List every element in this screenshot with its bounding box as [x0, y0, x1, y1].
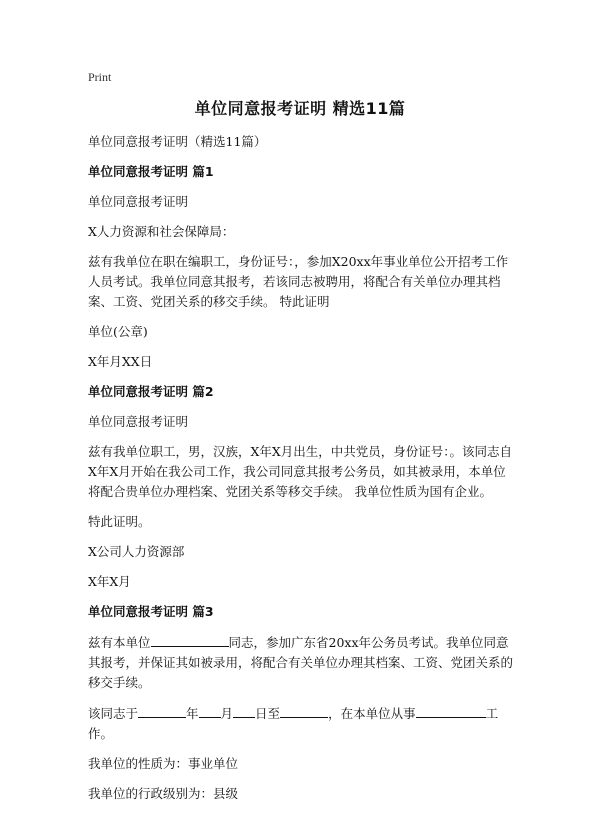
text-fragment: 月	[220, 706, 234, 721]
closing-line: 特此证明。	[88, 514, 151, 529]
text-fragment: 年	[186, 706, 199, 721]
section-subtitle-2: 单位同意报考证明	[88, 414, 189, 429]
document-title: 单位同意报考证明 精选11篇	[194, 99, 406, 118]
print-label: Print	[88, 70, 112, 84]
org-line: X公司人力资源部	[88, 544, 185, 559]
admin-level-line: 我单位的行政级别为：县级	[88, 786, 239, 801]
fill-in-blank	[199, 703, 221, 718]
fill-in-blank	[151, 632, 229, 647]
text-fragment: 同志，参加广东省20xx年公务员考试。我单位同意其报考，并保证其如被录用，将配合有关单位办理其档案、工资、党团关系的移交手续。	[88, 635, 514, 690]
text-fragment: ，在本单位从事	[328, 706, 416, 721]
text-fragment: 工作。	[88, 706, 499, 741]
text-fragment: 日至	[255, 706, 281, 721]
document-body	[88, 132, 518, 814]
employment-period-line	[88, 703, 518, 744]
date-line-1: X年月XX日	[88, 354, 153, 369]
text-fragment: 该同志于	[88, 706, 139, 721]
fill-in-blank	[280, 703, 328, 718]
intro-line: 单位同意报考证明（精选11篇）	[88, 134, 267, 149]
fill-in-blank	[233, 703, 255, 718]
section-body-1: 兹有我单位在职在编职工，身份证号：，参加X20xx年事业单位公开招考工作人员考试。我单位同意其报考，若该同志被聘用，将配合有关单位办理其档案、工资、党团关系的移交手续。 特此证明	[88, 254, 509, 309]
text-fragment: 兹有本单位	[88, 635, 151, 650]
seal-line: 单位(公章)	[88, 324, 148, 339]
salutation: X人力资源和社会保障局：	[88, 224, 235, 239]
unit-nature-line: 我单位的性质为：事业单位	[88, 756, 239, 771]
section-body-3	[88, 632, 518, 693]
date-line-2: X年X月	[88, 574, 131, 589]
fill-in-blank	[416, 703, 486, 718]
section-heading-2: 单位同意报考证明 篇2	[88, 384, 214, 399]
section-body-2: 兹有我单位职工，男，汉族，X年X月出生，中共党员，身份证号：。该同志自X年X月开始在我公司工作，我公司同意其报考公务员，如其被录用，本单位将配合贵单位办理档案、党团关系等移交手续。 我单位性质为国有企业。	[88, 444, 513, 499]
fill-in-blank	[138, 703, 186, 718]
section-heading-3: 单位同意报考证明 篇3	[88, 604, 214, 619]
section-subtitle-1: 单位同意报考证明	[88, 194, 189, 209]
section-heading-1: 单位同意报考证明 篇1	[88, 164, 214, 179]
